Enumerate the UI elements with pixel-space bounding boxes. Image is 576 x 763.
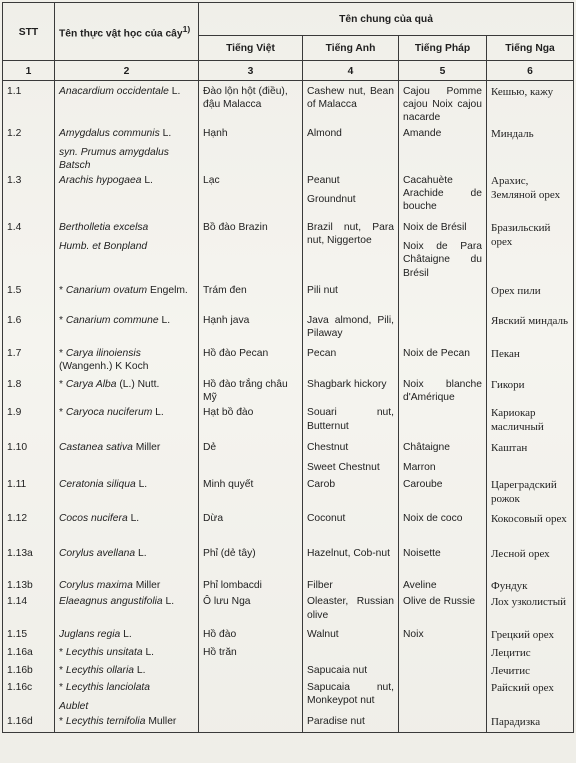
cell-stt: 1.16a xyxy=(3,644,55,662)
name-en-alt: Groundnut xyxy=(307,194,356,206)
species-synonym: Aublet xyxy=(59,700,89,712)
cell-name-vi: Hạnh java xyxy=(199,312,303,345)
column-number: 6 xyxy=(487,61,574,81)
table-row xyxy=(3,476,574,510)
cell-name-en xyxy=(303,545,399,577)
cell-name-fr xyxy=(399,404,487,439)
cell-name-en xyxy=(303,345,399,376)
cell-stt: 1.11 xyxy=(3,476,55,510)
name-fr: Noix de Brésil xyxy=(403,222,467,234)
cell-name-vi: Hạt bồ đào xyxy=(199,404,303,439)
cell-name-ru: Кариокар масличный xyxy=(487,404,574,439)
species-line xyxy=(59,478,194,491)
species-star: * xyxy=(59,285,66,297)
species-line xyxy=(59,314,194,327)
cell-name-en xyxy=(303,510,399,545)
species-author: Engelm. xyxy=(150,285,188,297)
species-scientific-name: Anacardium occidentale xyxy=(59,86,169,97)
column-number-row xyxy=(3,61,574,81)
column-number: 4 xyxy=(303,61,399,81)
name-fr: Caroube xyxy=(403,479,443,491)
cell-stt: 1.10 xyxy=(3,439,55,476)
cell-species xyxy=(55,476,199,510)
species-scientific-name: Amygdalus communis xyxy=(59,127,160,139)
cell-species xyxy=(55,593,199,626)
cell-species xyxy=(55,626,199,644)
cell-name-vi: Phỉ (dẻ tây) xyxy=(199,545,303,577)
species-scientific-name: Arachis hypogaea xyxy=(59,175,142,187)
cell-stt: 1.13a xyxy=(3,545,55,577)
cell-stt: 1.16d xyxy=(3,713,55,733)
species-author: L. xyxy=(155,407,164,419)
name-en: Walnut xyxy=(307,629,339,641)
cell-name-ru: Кешью, кажу xyxy=(487,81,574,125)
cell-name-fr xyxy=(399,626,487,644)
name-fr: Noix de Pecan xyxy=(403,348,470,360)
table-row xyxy=(3,312,574,345)
cell-species xyxy=(55,345,199,376)
table-row xyxy=(3,713,574,733)
cell-name-ru: Каштан xyxy=(487,439,574,476)
species-line xyxy=(59,174,194,187)
cell-stt: 1.7 xyxy=(3,345,55,376)
header-lang-fr: Tiếng Pháp xyxy=(399,36,487,61)
species-author: L. xyxy=(161,315,171,327)
species-star: * xyxy=(59,647,66,659)
species-scientific-name: Juglans regia xyxy=(59,629,121,641)
cell-name-vi: Hồ đào trắng châu Mỹ xyxy=(199,376,303,404)
cell-species xyxy=(55,81,199,125)
table-row xyxy=(3,644,574,662)
species-author: L. xyxy=(171,86,181,97)
species-author: L. xyxy=(138,548,147,560)
name-fr: Noisette xyxy=(403,548,441,560)
name-en: Peanut xyxy=(307,175,340,187)
fruit-names-table xyxy=(2,2,574,733)
cell-name-en xyxy=(303,476,399,510)
header-species-footnote: 1) xyxy=(182,24,191,35)
cell-name-ru: Райский орех xyxy=(487,679,574,713)
species-scientific-name: Cocos nucifera xyxy=(59,513,128,525)
cell-name-vi: Hồ đào xyxy=(199,626,303,644)
cell-name-vi xyxy=(199,713,303,733)
cell-name-ru: Миндаль xyxy=(487,125,574,173)
cell-name-en xyxy=(303,81,399,125)
cell-stt: 1.14 xyxy=(3,593,55,626)
cell-name-en xyxy=(303,644,399,662)
cell-name-fr xyxy=(399,345,487,376)
cell-stt: 1.3 xyxy=(3,172,55,219)
cell-species xyxy=(55,172,199,219)
cell-name-en xyxy=(303,404,399,439)
cell-name-en xyxy=(303,577,399,593)
species-author: L. xyxy=(145,647,155,659)
species-star: * xyxy=(59,315,66,327)
cell-name-ru: Кокосовый орех xyxy=(487,510,574,545)
name-en: Filber xyxy=(307,580,333,592)
cell-stt: 1.16c xyxy=(3,679,55,713)
column-number: 1 xyxy=(3,61,55,81)
species-scientific-name: Castanea sativa xyxy=(59,442,133,454)
cell-name-en xyxy=(303,172,399,219)
cell-stt: 1.13b xyxy=(3,577,55,593)
species-star: * xyxy=(59,407,66,419)
cell-species xyxy=(55,577,199,593)
cell-name-fr xyxy=(399,644,487,662)
cell-name-vi xyxy=(199,662,303,678)
cell-name-fr xyxy=(399,662,487,678)
cell-name-en xyxy=(303,679,399,713)
cell-stt: 1.4 xyxy=(3,219,55,282)
cell-name-fr xyxy=(399,476,487,510)
table-row xyxy=(3,282,574,312)
column-number: 2 xyxy=(55,61,199,81)
species-line xyxy=(59,595,194,608)
table-row xyxy=(3,510,574,545)
cell-name-vi: Đào lộn hột (điều), đậu Malacca xyxy=(199,81,303,125)
cell-species xyxy=(55,644,199,662)
species-line xyxy=(59,681,194,694)
cell-name-en xyxy=(303,312,399,345)
table-row xyxy=(3,545,574,577)
table-row xyxy=(3,577,574,593)
name-en-alt: Sweet Chestnut xyxy=(307,461,380,473)
cell-species xyxy=(55,679,199,713)
name-en: Coconut xyxy=(307,513,346,525)
species-author: (L.) Nutt. xyxy=(119,379,160,391)
cell-stt: 1.16b xyxy=(3,662,55,678)
cell-name-fr xyxy=(399,81,487,125)
cell-species xyxy=(55,439,199,476)
cell-stt: 1.8 xyxy=(3,376,55,404)
cell-name-fr xyxy=(399,125,487,173)
species-author: L. xyxy=(162,127,172,139)
species-scientific-name: Carya ilinoiensis xyxy=(65,348,141,360)
species-line xyxy=(59,579,194,592)
cell-name-vi: Trám đen xyxy=(199,282,303,312)
cell-name-fr xyxy=(399,376,487,404)
cell-name-en xyxy=(303,593,399,626)
species-line xyxy=(59,127,194,140)
name-en: Hazelnut, Cob-nut xyxy=(307,548,390,560)
cell-species xyxy=(55,282,199,312)
cell-name-ru: Лечитис xyxy=(487,662,574,678)
name-en: Sapucaia nut xyxy=(307,665,368,677)
species-scientific-name: Lecythis lanciolata xyxy=(65,681,151,693)
species-line xyxy=(59,715,194,728)
table-row xyxy=(3,593,574,626)
cell-name-vi: Phỉ lombacdi xyxy=(199,577,303,593)
species-star: * xyxy=(59,681,66,693)
cell-name-ru: Орех пили xyxy=(487,282,574,312)
cell-name-fr xyxy=(399,172,487,219)
header-common-names: Tên chung của quả xyxy=(199,3,574,36)
name-en: Carob xyxy=(307,479,336,491)
name-fr-alt: Noix de Para Châtaigne du Brésil xyxy=(403,241,482,279)
header-stt: STT xyxy=(3,3,55,61)
table-row xyxy=(3,345,574,376)
cell-name-vi: Dừa xyxy=(199,510,303,545)
name-en: Brazil nut, Para nut, Niggertoe xyxy=(307,222,394,247)
species-line xyxy=(59,547,194,560)
cell-name-vi: Bồ đào Brazin xyxy=(199,219,303,282)
cell-name-ru: Лецитис xyxy=(487,644,574,662)
cell-name-ru: Грецкий орех xyxy=(487,626,574,644)
cell-species xyxy=(55,545,199,577)
name-fr: Amande xyxy=(403,127,442,139)
species-synonym: syn. Prumus amygdalus Batsch xyxy=(59,146,169,171)
cell-name-en xyxy=(303,219,399,282)
cell-name-fr xyxy=(399,510,487,545)
cell-name-en xyxy=(303,282,399,312)
header-lang-ru: Tiếng Nga xyxy=(487,36,574,61)
cell-name-ru: Фундук xyxy=(487,577,574,593)
column-number: 3 xyxy=(199,61,303,81)
cell-name-vi: Minh quyết xyxy=(199,476,303,510)
species-author: L. xyxy=(138,479,148,491)
species-line xyxy=(59,406,194,419)
species-line xyxy=(59,284,194,297)
name-fr: Cacahuète Arachide de bouche xyxy=(403,175,482,213)
name-en: Sapucaia nut, Monkeypot nut xyxy=(307,681,394,706)
name-en: Paradise nut xyxy=(307,715,365,727)
cell-name-vi: Dẻ xyxy=(199,439,303,476)
name-fr-alt: Marron xyxy=(403,461,436,473)
cell-species xyxy=(55,510,199,545)
table-row xyxy=(3,626,574,644)
cell-name-fr xyxy=(399,312,487,345)
cell-name-fr xyxy=(399,577,487,593)
cell-name-en xyxy=(303,662,399,678)
cell-name-ru: Бразильский орех xyxy=(487,219,574,282)
cell-name-en xyxy=(303,439,399,476)
cell-species xyxy=(55,662,199,678)
species-line xyxy=(59,646,194,659)
table-row xyxy=(3,172,574,219)
species-scientific-name: Lecythis unsitata xyxy=(65,647,143,659)
species-scientific-name: Bertholletia excelsa xyxy=(59,222,149,234)
cell-name-en xyxy=(303,376,399,404)
cell-name-vi: Ô lưu Nga xyxy=(199,593,303,626)
species-author: L. xyxy=(130,513,140,525)
species-line xyxy=(59,441,194,454)
species-scientific-name: Corylus maxima xyxy=(59,580,133,592)
species-scientific-name: Canarium ovatum xyxy=(65,285,148,297)
species-line xyxy=(59,512,194,525)
table-header xyxy=(3,3,574,81)
name-en: Oleaster, Russian olive xyxy=(307,596,394,621)
cell-name-ru: Цареградский рожок xyxy=(487,476,574,510)
cell-name-fr xyxy=(399,219,487,282)
species-star: * xyxy=(59,665,66,677)
cell-name-vi xyxy=(199,679,303,713)
table-row xyxy=(3,219,574,282)
species-star: * xyxy=(59,715,66,727)
cell-name-vi: Hạnh xyxy=(199,125,303,173)
header-lang-vi: Tiếng Việt xyxy=(199,36,303,61)
species-scientific-name: Carya Alba xyxy=(65,379,117,391)
name-en: Cashew nut, Bean of Malacca xyxy=(307,86,394,111)
cell-stt: 1.6 xyxy=(3,312,55,345)
species-scientific-name: Elaeagnus angustifolia xyxy=(59,596,163,608)
cell-name-ru: Гикори xyxy=(487,376,574,404)
species-scientific-name: Canarium commune xyxy=(65,315,159,327)
header-lang-en: Tiếng Anh xyxy=(303,36,399,61)
name-en: Almond xyxy=(307,127,342,139)
name-fr: Cajou Pomme cajou Noix cajou nacarde xyxy=(403,86,482,124)
table-row xyxy=(3,125,574,173)
cell-name-en xyxy=(303,125,399,173)
cell-species xyxy=(55,404,199,439)
name-en: Chestnut xyxy=(307,442,349,454)
name-en: Pecan xyxy=(307,348,337,360)
species-scientific-name: Corylus avellana xyxy=(59,548,136,560)
cell-species xyxy=(55,376,199,404)
table-row xyxy=(3,439,574,476)
species-author: (Wangenh.) K Koch xyxy=(59,361,149,373)
cell-name-en xyxy=(303,713,399,733)
table-row xyxy=(3,679,574,713)
species-scientific-name: Caryoca nuciferum xyxy=(65,407,153,419)
name-fr: Olive de Russie xyxy=(403,596,476,608)
cell-stt: 1.9 xyxy=(3,404,55,439)
cell-stt: 1.1 xyxy=(3,81,55,125)
cell-name-fr xyxy=(399,282,487,312)
cell-stt: 1.12 xyxy=(3,510,55,545)
table-row xyxy=(3,376,574,404)
table-row xyxy=(3,662,574,678)
species-synonym: Humb. et Bonpland xyxy=(59,241,148,253)
table-body xyxy=(3,81,574,733)
name-fr: Aveline xyxy=(403,580,437,592)
species-line xyxy=(59,378,194,391)
cell-name-fr xyxy=(399,545,487,577)
cell-name-ru: Арахис, Земляной орех xyxy=(487,172,574,219)
cell-name-vi: Hồ đào Pecan xyxy=(199,345,303,376)
species-star: * xyxy=(59,348,66,360)
name-en: Java almond, Pili, Pilaway xyxy=(307,315,394,340)
table-row xyxy=(3,81,574,125)
species-scientific-name: Lecythis ternifolia xyxy=(65,715,146,727)
cell-species xyxy=(55,713,199,733)
cell-species xyxy=(55,219,199,282)
species-author: L. xyxy=(144,175,153,187)
cell-name-fr xyxy=(399,439,487,476)
cell-name-ru: Пекан xyxy=(487,345,574,376)
name-fr: Noix blanche d'Amérique xyxy=(403,379,482,404)
species-author: L. xyxy=(165,596,175,608)
species-line xyxy=(59,628,194,641)
species-author: L. xyxy=(123,629,132,641)
cell-stt: 1.2 xyxy=(3,125,55,173)
cell-name-ru: Лох узколистый xyxy=(487,593,574,626)
species-author: Miller xyxy=(135,442,161,454)
species-star: * xyxy=(59,379,66,391)
species-author: Miller xyxy=(135,580,161,592)
cell-species xyxy=(55,125,199,173)
cell-name-vi: Hồ trăn xyxy=(199,644,303,662)
species-author: Muller xyxy=(148,715,177,727)
cell-name-fr xyxy=(399,679,487,713)
species-line xyxy=(59,664,194,677)
cell-name-fr xyxy=(399,593,487,626)
cell-stt: 1.15 xyxy=(3,626,55,644)
name-en: Souari nut, Butternut xyxy=(307,407,394,432)
name-en: Pili nut xyxy=(307,285,338,297)
cell-name-ru: Лесной орех xyxy=(487,545,574,577)
name-fr: Noix de coco xyxy=(403,513,463,525)
header-species xyxy=(55,3,199,61)
cell-name-ru: Явский миндаль xyxy=(487,312,574,345)
species-scientific-name: Lecythis ollaria xyxy=(65,665,134,677)
header-species-label: Tên thực vật học của cây xyxy=(59,28,183,40)
species-line xyxy=(59,347,194,373)
cell-name-ru: Парадизка xyxy=(487,713,574,733)
cell-name-fr xyxy=(399,713,487,733)
species-line xyxy=(59,85,194,98)
name-en: Shagbark hickory xyxy=(307,379,387,391)
column-number: 5 xyxy=(399,61,487,81)
name-fr: Noix xyxy=(403,629,424,641)
table-row xyxy=(3,404,574,439)
cell-name-en xyxy=(303,626,399,644)
species-line xyxy=(59,221,194,234)
species-author: L. xyxy=(136,665,146,677)
cell-name-vi: Lạc xyxy=(199,172,303,219)
species-scientific-name: Ceratonia siliqua xyxy=(59,479,136,491)
name-fr: Châtaigne xyxy=(403,442,450,454)
cell-stt: 1.5 xyxy=(3,282,55,312)
cell-species xyxy=(55,312,199,345)
